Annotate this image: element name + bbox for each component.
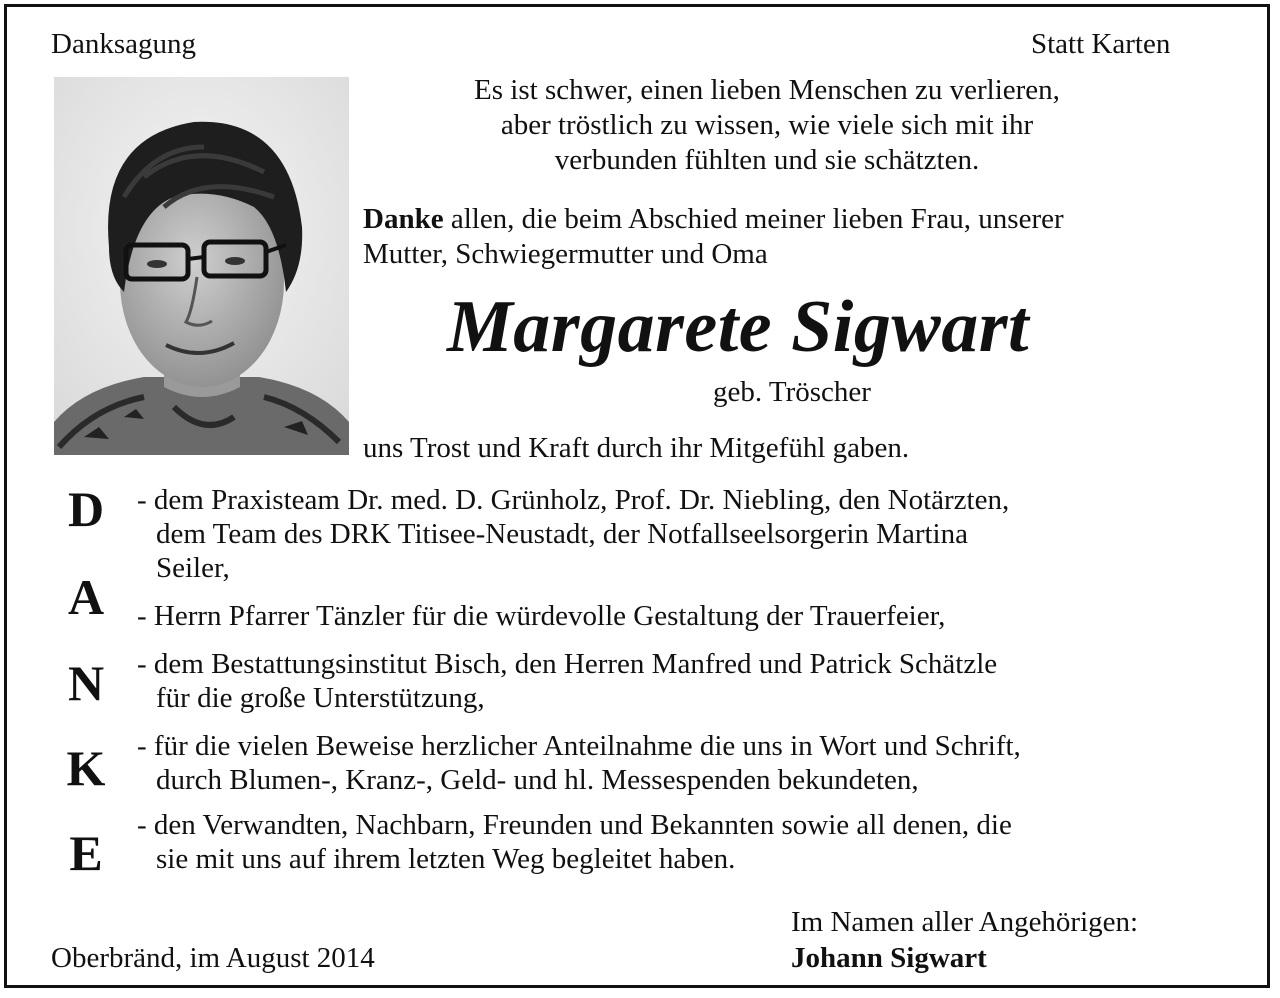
intro-danke: Danke — [363, 203, 444, 235]
danke-letter-e: E — [69, 825, 103, 881]
quote-line-3: verbunden fühlten und sie schätzten. — [554, 144, 980, 176]
portrait-photo — [54, 77, 349, 455]
danke-letter-d: D — [67, 481, 105, 537]
quote-line-2: aber tröstlich zu wissen, wie viele sich mit ihr — [500, 109, 1034, 141]
thanks-item-4-line-1: - für die vielen Beweise herzlicher Anteilnahme die uns in Wort und Schrift, — [137, 730, 1021, 762]
portrait-illustration — [54, 77, 349, 455]
thanks-item-1-line-2: dem Team des DRK Titisee-Neustadt, der Notfallseelsorgerin Martina — [156, 518, 968, 550]
thanks-item-5-line-1: - den Verwandten, Nachbarn, Freunden und Bekannten sowie all denen, die — [137, 809, 1012, 841]
header-left: Danksagung — [51, 28, 196, 60]
thanks-item-5 — [137, 808, 1012, 876]
header-right: Statt Karten — [1031, 28, 1171, 60]
quote-line-1: Es ist schwer, einen lieben Menschen zu verlieren, — [474, 74, 1060, 106]
danke-letter-n: N — [67, 655, 105, 711]
intro-line-2: Mutter, Schwiegermutter und Oma — [363, 238, 768, 270]
thanks-item-3-line-1: - dem Bestattungsinstitut Bisch, den Herren Manfred und Patrick Schätzle — [137, 648, 998, 680]
thanks-item-2 — [137, 599, 945, 633]
signer-name: Johann Sigwart — [791, 942, 987, 974]
thanks-item-1-line-1: - dem Praxisteam Dr. med. D. Grünholz, Prof. Dr. Niebling, den Notärzten, — [137, 484, 1010, 516]
birth-name: geb. Tröscher — [713, 376, 871, 408]
deceased-name: Margarete Sigwart — [447, 286, 1030, 368]
intro-line-1 — [363, 202, 1064, 236]
thanks-item-4 — [137, 729, 1021, 797]
intro-line-1-rest: allen, die beim Abschied meiner lieben Frau, unserer — [443, 203, 1064, 235]
thanks-item-4-line-2: durch Blumen-, Kranz-, Geld- und hl. Messespenden bekundeten, — [156, 764, 919, 796]
thanks-item-2-line-1: - Herrn Pfarrer Tänzler für die würdevolle Gestaltung der Trauerfeier, — [137, 600, 946, 632]
obituary-notice — [4, 4, 1270, 988]
danke-letter-a: A — [67, 569, 105, 625]
trost-line: uns Trost und Kraft durch ihr Mitgefühl gaben. — [363, 432, 910, 464]
thanks-item-1 — [137, 483, 1009, 585]
place-date: Oberbränd, im August 2014 — [51, 942, 375, 974]
thanks-item-1-line-3: Seiler, — [156, 552, 230, 584]
thanks-item-3 — [137, 647, 997, 715]
danke-letter-k: K — [66, 740, 106, 796]
thanks-item-5-line-2: sie mit uns auf ihrem letzten Weg begleitet haben. — [156, 843, 736, 875]
thanks-item-3-line-2: für die große Unterstützung, — [156, 682, 485, 714]
on-behalf-line: Im Namen aller Angehörigen: — [791, 906, 1139, 938]
